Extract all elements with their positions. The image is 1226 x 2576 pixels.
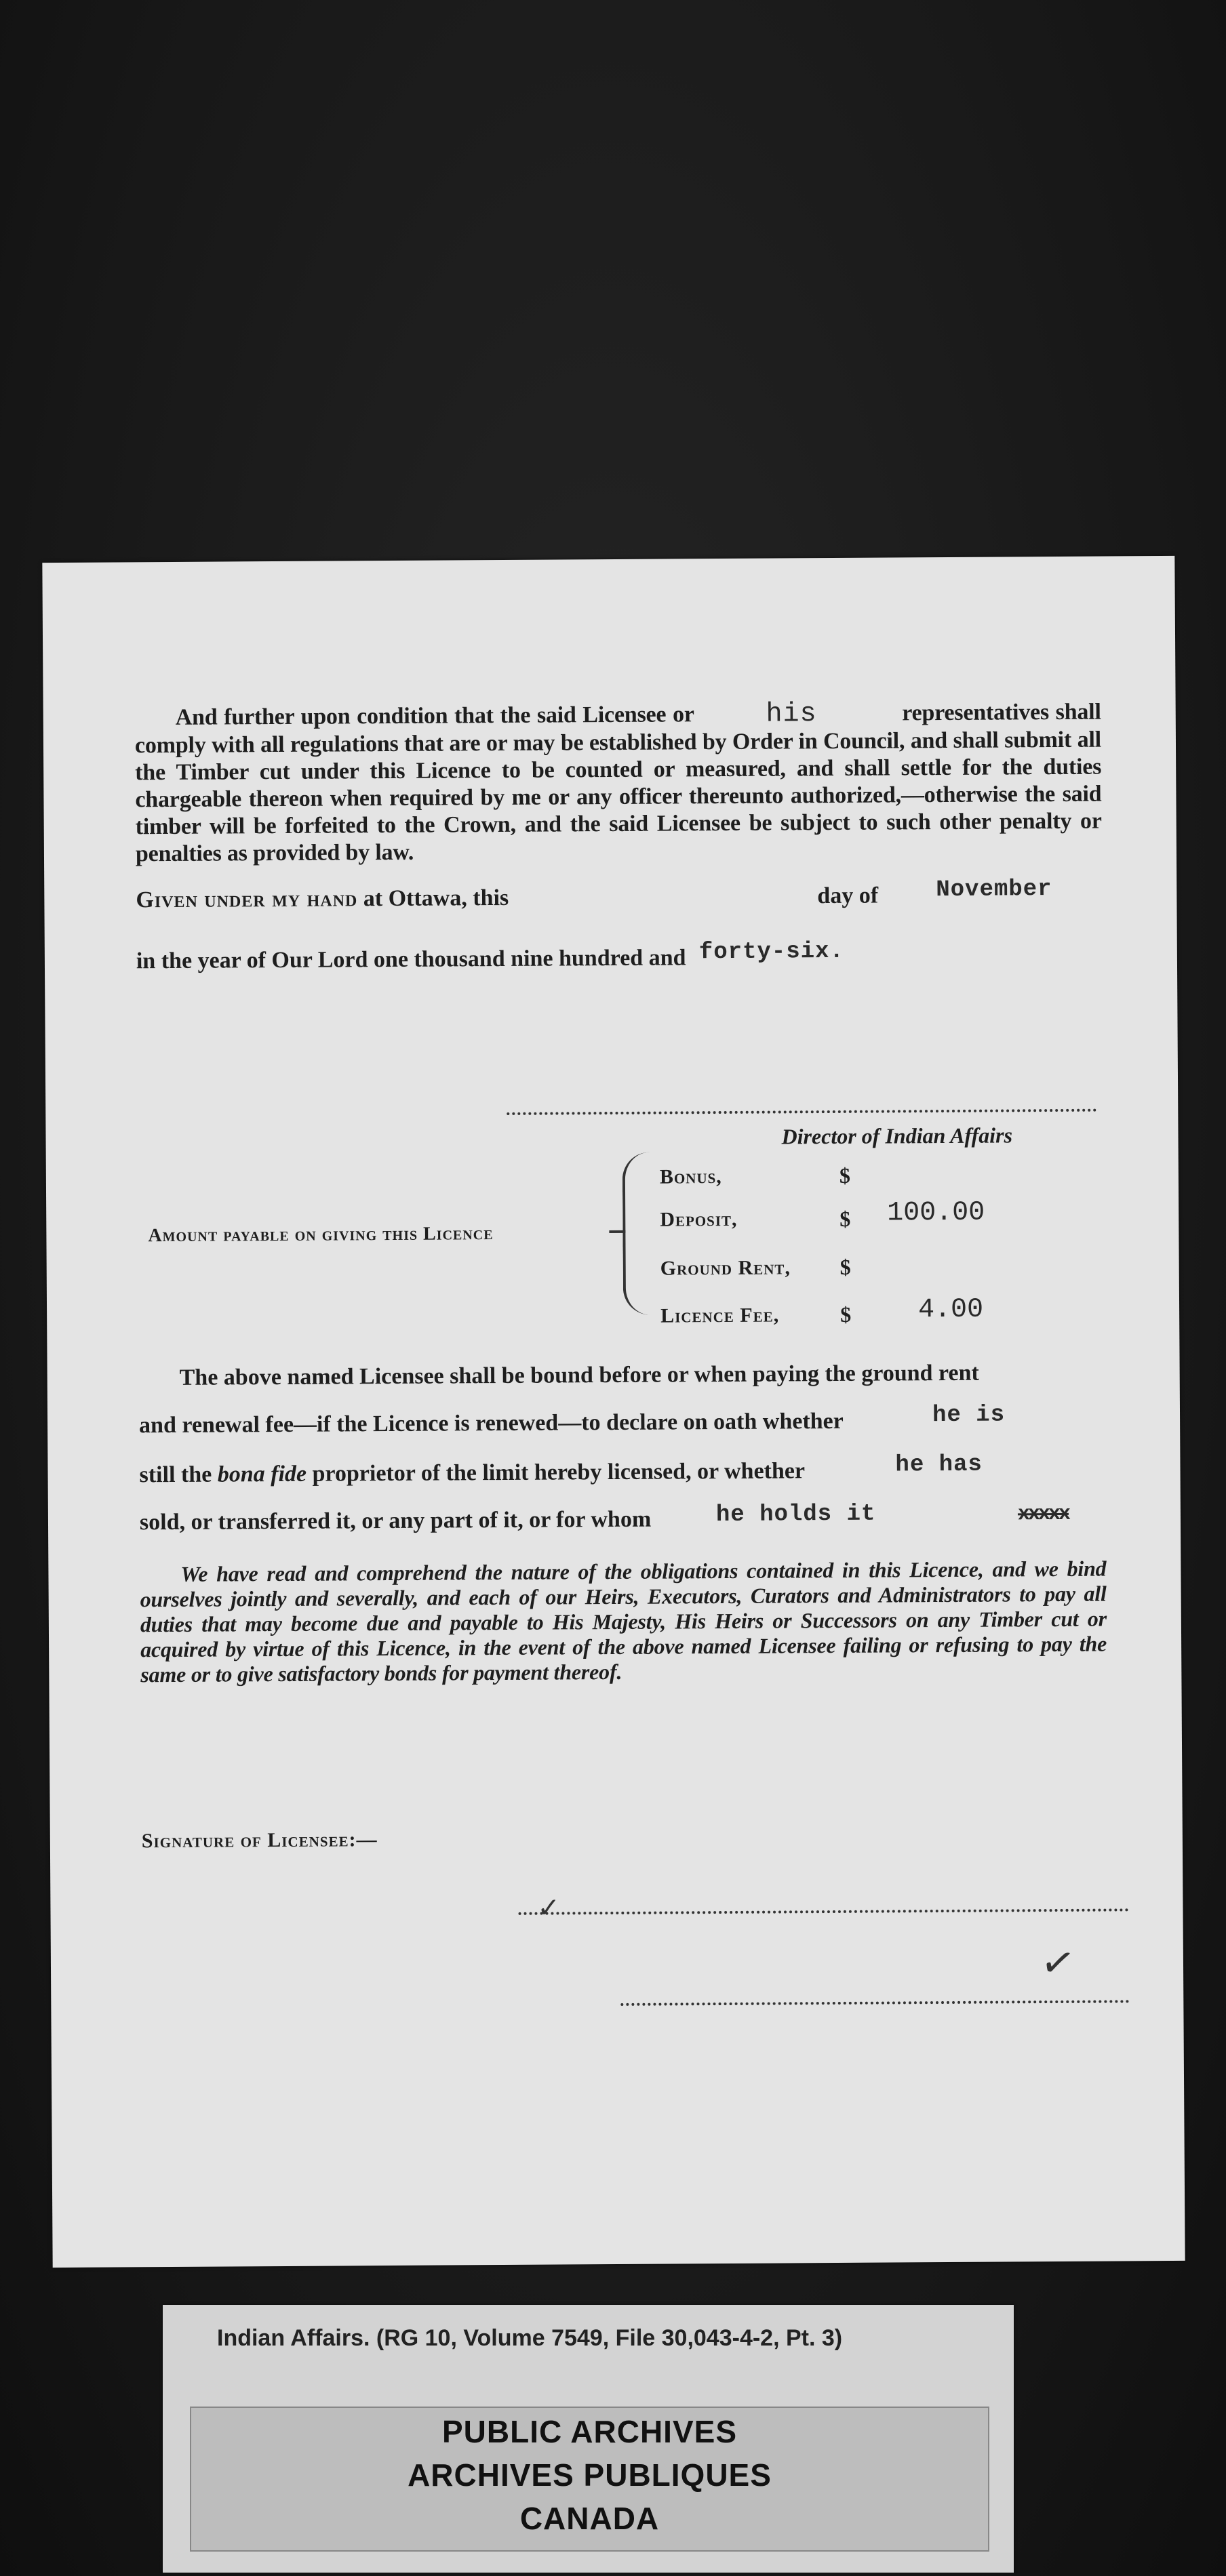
fee-licence-amount: 4.00 [917,1294,984,1326]
licence-page [42,556,1185,2268]
renewal-line-1: The above named Licensee shall be bound before or when paying the ground rent [179,1360,979,1390]
fee-ground-rent-label: Ground Rent, [660,1256,791,1280]
renewal-line-3 [139,1458,805,1488]
fee-deposit-amount: 100.00 [887,1197,985,1229]
licensee-signature-line-1[interactable] [519,1908,1129,1914]
stamp-line-1: PUBLIC ARCHIVES [442,2414,737,2449]
day-of-text: day of [817,883,879,909]
typed-he-is: he is [932,1402,1006,1429]
director-title: Director of Indian Affairs [781,1123,1013,1149]
stamp-line-3: CANADA [519,2501,660,2536]
year-line [136,945,686,974]
bona-fide-text: bona fide [217,1461,307,1487]
stamp-line-2: ARCHIVES PUBLIQUES [408,2457,772,2493]
renewal-line-4: sold, or transferred it, or any part of it, or for whom [139,1506,652,1535]
fee-deposit-currency: $ [839,1206,851,1231]
director-signature-line [507,1109,1096,1115]
archive-stamp [190,2407,989,2552]
obligation-paragraph [140,1556,1107,1688]
given-line [136,885,509,913]
fee-licence-currency: $ [840,1302,852,1327]
fee-bonus-currency: $ [839,1163,850,1188]
licensee-signature-line-2[interactable] [620,2000,1129,2006]
amount-brace-tip [609,1230,625,1233]
given-lead: Given under my hand [136,886,358,913]
year-text: in the year of Our Lord one thousand nine hundred and [136,945,686,974]
fee-bonus-label: Bonus, [659,1165,722,1188]
signature-mark-icon: ✓ [537,1892,561,1923]
typed-month: November [936,877,1052,904]
obligation-text: We have read and comprehend the nature of the obligations contained in this Licence, and we bind ourselves jointly and severally, and each of our Heirs, Executors, Curators and Administrators to pay all duties that may become due and payable to His Majesty, His Heirs or Successors on any Timber cut or acquired by virtue of this Licence, in the event of the above named Licensee failing or refusing to pay the same or to give satisfactory bonds for payment thereof. [140,1556,1107,1687]
struck-out-text: xxxxx [1017,1502,1069,1527]
typed-pronoun: his [766,699,817,730]
day-of-label [817,883,878,910]
amount-payable-text: Amount payable on giving this Licence [148,1223,494,1247]
typed-year: forty-six. [698,938,845,966]
check-mark-icon: ✓ [1037,1938,1079,1988]
signature-label: Signature of Licensee:— [141,1828,378,1853]
amount-brace [622,1152,653,1315]
condition-paragraph [135,699,1102,868]
given-text: at Ottawa, this [363,885,509,912]
fee-licence-label: Licence Fee, [660,1304,780,1327]
condition-text-part2: representatives shall comply with all regulations that are or may be established by Order in Council, and shall submit all the Timber cut under this Licence to be counted or measured, and shall settle for the duties chargeable thereon when required by me or any officer thereunto authorized,—otherwise the said timber will be forfeited to the Crown, and the said Licensee be subject to such other penalty or penalties as provided by law. [134,699,1102,867]
renewal-line-3-a: still the [139,1462,212,1488]
fee-deposit-label: Deposit, [660,1207,738,1231]
renewal-line-3-b: proprietor of the limit hereby licensed, or whether [312,1458,806,1487]
typed-he-has: he has [895,1451,983,1478]
archive-reference: Indian Affairs. (RG 10, Volume 7549, File 30,043-4-2, Pt. 3) [217,2325,843,2351]
fee-ground-rent-currency: $ [839,1254,851,1279]
amount-payable-label [148,1223,493,1247]
renewal-line-2: and renewal fee—if the Licence is renewed—to declare on oath whether [138,1408,844,1438]
condition-text-part1: And further upon condition that the said Licensee or [175,702,694,730]
archive-label-card [163,2305,1014,2573]
typed-he-holds-it: he holds it [715,1501,876,1529]
